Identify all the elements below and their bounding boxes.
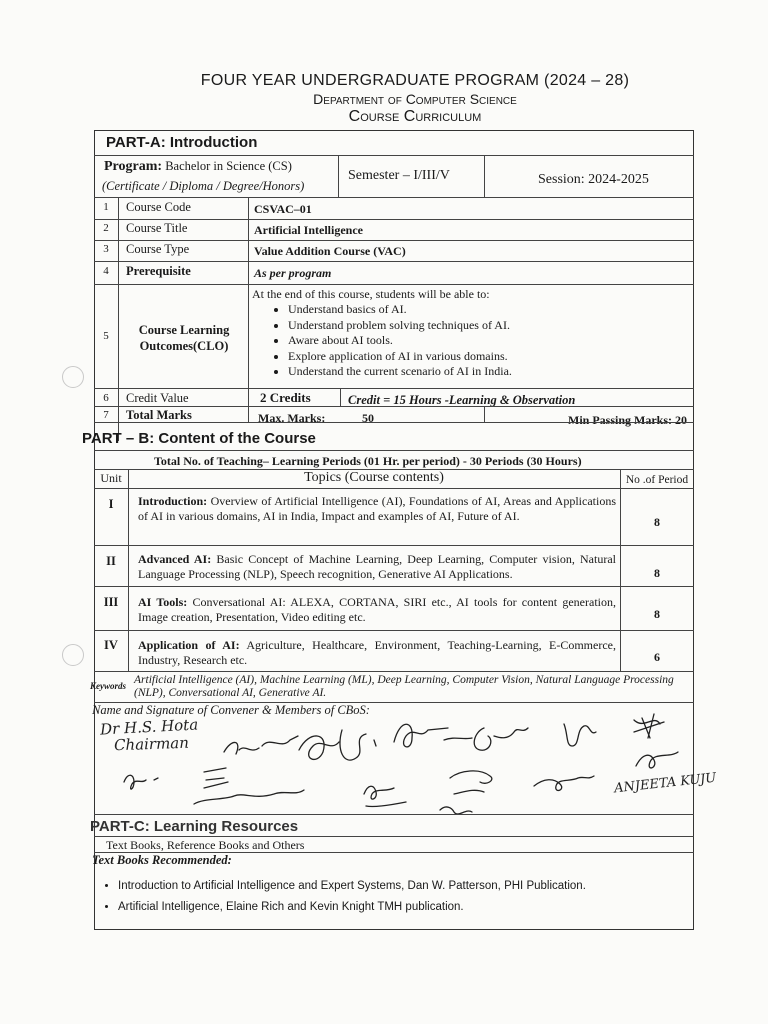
credit-label: Credit Value <box>126 391 189 405</box>
signature-mark <box>364 786 406 806</box>
unit-topics <box>138 552 616 582</box>
row-num: 3 <box>103 243 109 255</box>
unit-head: Application of AI: <box>138 638 240 652</box>
keywords-label: Keywords <box>90 681 126 691</box>
row-num: 1 <box>103 201 109 213</box>
unit-number: III <box>103 595 119 609</box>
curriculum-document <box>82 130 717 930</box>
max-marks-label: Max. Marks: <box>258 411 326 425</box>
signature-kujur: ANJEETA KUJU <box>613 770 717 797</box>
total-periods: Total No. of Teaching– Learning Periods (01 Hr. per period) - 30 Periods (30 Hours) <box>154 454 582 468</box>
unit-topics <box>138 494 616 524</box>
signature-mark <box>634 714 664 738</box>
credit-value: 2 Credits <box>260 390 311 405</box>
signature-mark <box>299 736 339 759</box>
clo-label-line1: Course Learning <box>138 323 230 337</box>
clo-item: • Aware about AI tools. <box>288 333 512 349</box>
signature-mark <box>204 768 228 788</box>
credit-note: Credit = 15 Hours -Learning & Observation <box>348 393 576 407</box>
course-title-value: Artificial Intelligence <box>254 223 363 237</box>
handwritten-signatures <box>94 710 694 820</box>
unit-text: Conversational AI: ALEXA, CORTANA, SIRI etc., AI tools for content generation, Image creation, Presentation, Video editing etc. <box>138 595 616 624</box>
signature-mark <box>474 728 528 750</box>
signature-label: Name and Signature of Convener & Members of CBoS: <box>92 703 370 717</box>
unit-periods: 6 <box>654 650 660 664</box>
course-code-value: CSVAC–01 <box>254 202 312 216</box>
clo-intro: At the end of this course, students will be able to: <box>252 287 490 301</box>
row-num: 4 <box>103 265 109 277</box>
clo-label <box>120 322 248 354</box>
row-num: 5 <box>103 330 109 342</box>
unit-text: Overview of Artificial Intelligence (AI), Foundations of AI, Areas and Applications of AI in various domains, AI in India, Impact and examples of AI, Future of AI. <box>138 494 616 523</box>
total-marks-label: Total Marks <box>126 408 192 422</box>
department-heading: Department of Computer Science <box>313 91 517 107</box>
signature-mark <box>340 730 376 760</box>
unit-text: Agriculture, Healthcare, Environment, Teaching-Learning, E-Commerce, Industry, Research etc. <box>138 638 616 667</box>
clo-item: • Understand the current scenario of AI in India. <box>288 364 512 380</box>
unit-number: IV <box>104 638 118 652</box>
program-row <box>104 159 292 175</box>
clo-item: • Understand problem solving techniques of AI. <box>288 318 512 334</box>
signature-mark <box>534 776 594 790</box>
session: Session: 2024-2025 <box>538 172 649 187</box>
course-type-label: Course Type <box>126 242 190 256</box>
clo-item: • Understand basics of AI. <box>288 302 512 318</box>
keywords-text: Artificial Intelligence (AI), Machine Learning (ML), Deep Learning, Computer Vision, Natural Language Processing (NLP), Conversational AI, Generative AI. <box>134 674 674 699</box>
signature-mark <box>564 724 596 746</box>
unit-text: Basic Concept of Machine Learning, Deep Learning, Computer vision, Natural Language Processing (NLP), Speech recognition, Generative AI Applications. <box>138 552 616 581</box>
min-marks: Min Passing Marks: 20 <box>568 413 688 427</box>
punch-hole-top <box>62 366 84 388</box>
program-value: Bachelor in Science (CS) <box>165 159 292 173</box>
signature-mark <box>194 790 304 804</box>
signature-hota: Dr H.S. Hota <box>99 715 199 739</box>
book-list <box>96 876 586 918</box>
unit-head: AI Tools: <box>138 595 188 609</box>
document-header <box>160 72 670 126</box>
signature-mark <box>224 736 298 754</box>
part-b-title: PART – B: Content of the Course <box>82 430 316 447</box>
curriculum-heading: Course Curriculum <box>348 108 482 125</box>
unit-periods: 8 <box>654 515 660 529</box>
unit-periods: 8 <box>654 607 660 621</box>
row-num: 7 <box>103 409 109 421</box>
clo-list <box>252 302 512 380</box>
row-num: 6 <box>103 392 109 404</box>
course-title-label: Course Title <box>126 221 188 235</box>
signature-mark <box>636 752 678 768</box>
part-a-title: PART-A: Introduction <box>106 134 258 151</box>
unit-number: I <box>108 497 114 511</box>
unit-topics <box>138 595 616 625</box>
unit-periods: 8 <box>654 566 660 580</box>
part-c-title: PART-C: Learning Resources <box>90 818 299 835</box>
semester: Semester – I/III/V <box>348 168 450 183</box>
signature-chairman: Chairman <box>113 733 190 755</box>
text-books-heading: Text Books Recommended: <box>92 853 232 867</box>
signature-mark <box>124 775 158 789</box>
program-label: Program: <box>104 159 163 174</box>
signature-mark <box>450 771 492 794</box>
program-sub: (Certificate / Diploma / Degree/Honors) <box>102 179 305 193</box>
prerequisite-label: Prerequisite <box>126 264 191 278</box>
unit-topics <box>138 638 616 668</box>
col-periods: No .of Period <box>625 474 689 486</box>
signature-mark <box>440 807 472 814</box>
part-c-sub: Text Books, Reference Books and Others <box>106 838 305 852</box>
program-heading: FOUR YEAR UNDERGRADUATE PROGRAM (2024 – 28) <box>200 72 630 89</box>
col-topics: Topics (Course contents) <box>304 470 444 485</box>
unit-number: II <box>106 554 116 568</box>
book-item: • Artificial Intelligence, Elaine Rich and Kevin Knight TMH publication. <box>118 897 586 918</box>
unit-head: Introduction: <box>138 494 208 508</box>
clo-item: • Explore application of AI in various domains. <box>288 349 512 365</box>
max-marks-value: 50 <box>362 411 374 425</box>
course-code-label: Course Code <box>126 200 191 214</box>
course-type-value: Value Addition Course (VAC) <box>254 244 406 258</box>
prerequisite-value: As per program <box>254 266 332 280</box>
punch-hole-bottom <box>62 644 84 666</box>
clo-label-line2: Outcomes(CLO) <box>139 339 229 353</box>
row-num: 2 <box>103 222 109 234</box>
signature-mark <box>394 724 472 747</box>
col-unit: Unit <box>100 471 122 485</box>
unit-head: Advanced AI: <box>138 552 212 566</box>
book-item: • Introduction to Artificial Intelligence and Expert Systems, Dan W. Patterson, PHI Publication. <box>118 876 586 897</box>
